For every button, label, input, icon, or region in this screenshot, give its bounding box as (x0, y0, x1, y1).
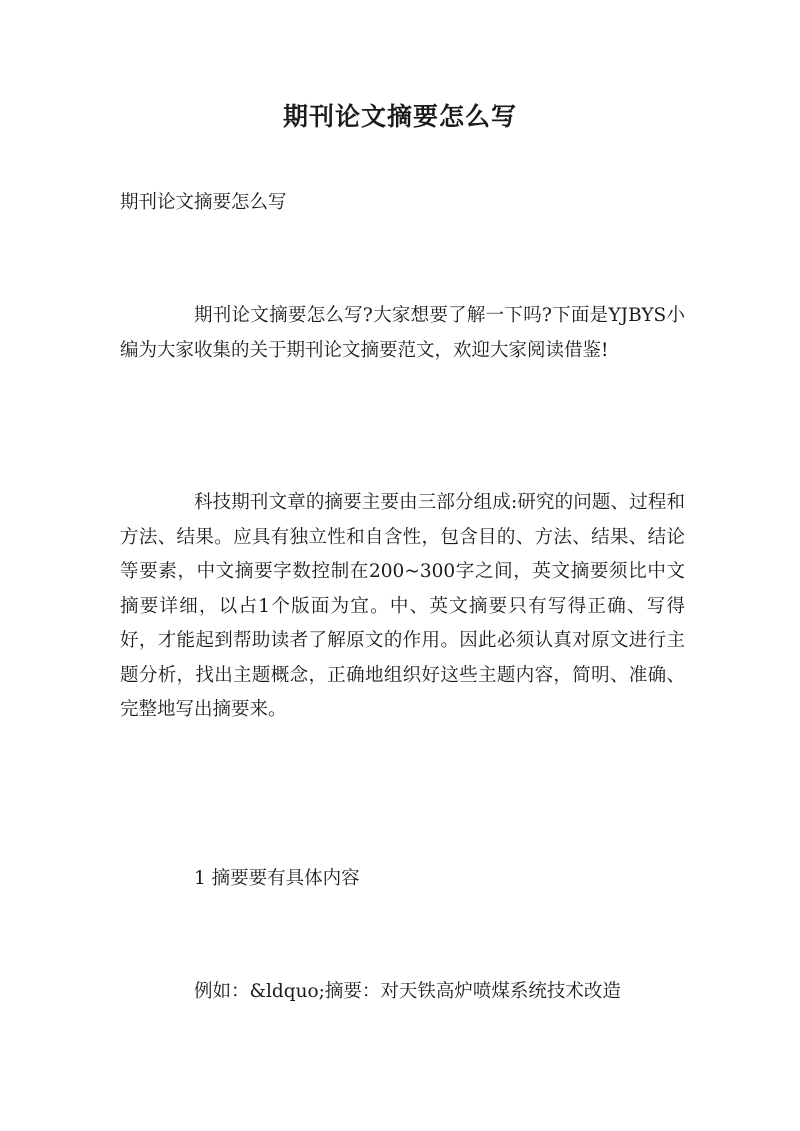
section-heading: 1 摘要要有具体内容 (194, 868, 360, 889)
body-paragraph: 科技期刊文章的摘要主要由三部分组成:研究的问题、过程和方法、结果。应具有独立性和自含性，包含目的、方法、结果、结论等要素，中文摘要字数控制在200~300字之间，英文摘要须比中文摘要详细，以占1个版面为宜。中、英文摘要只有写得正确、写得好，才能起到帮助读者了解原文的作用。因此必须认真对原文进行主题分析，找出主题概念，正确地组织好这些主题内容，简明、准确、完整地写出摘要来。 (120, 492, 685, 720)
intro-paragraph: 期刊论文摘要怎么写?大家想要了解一下吗?下面是YJBYS小编为大家收集的关于期刊论文摘要范文，欢迎大家阅读借鉴! (120, 305, 685, 361)
example-paragraph: 例如：&ldquo;摘要：对天铁高炉喷煤系统技术改造 (194, 981, 621, 1002)
document-title: 期刊论文摘要怎么写 (282, 102, 517, 131)
document-subtitle: 期刊论文摘要怎么写 (120, 192, 287, 213)
